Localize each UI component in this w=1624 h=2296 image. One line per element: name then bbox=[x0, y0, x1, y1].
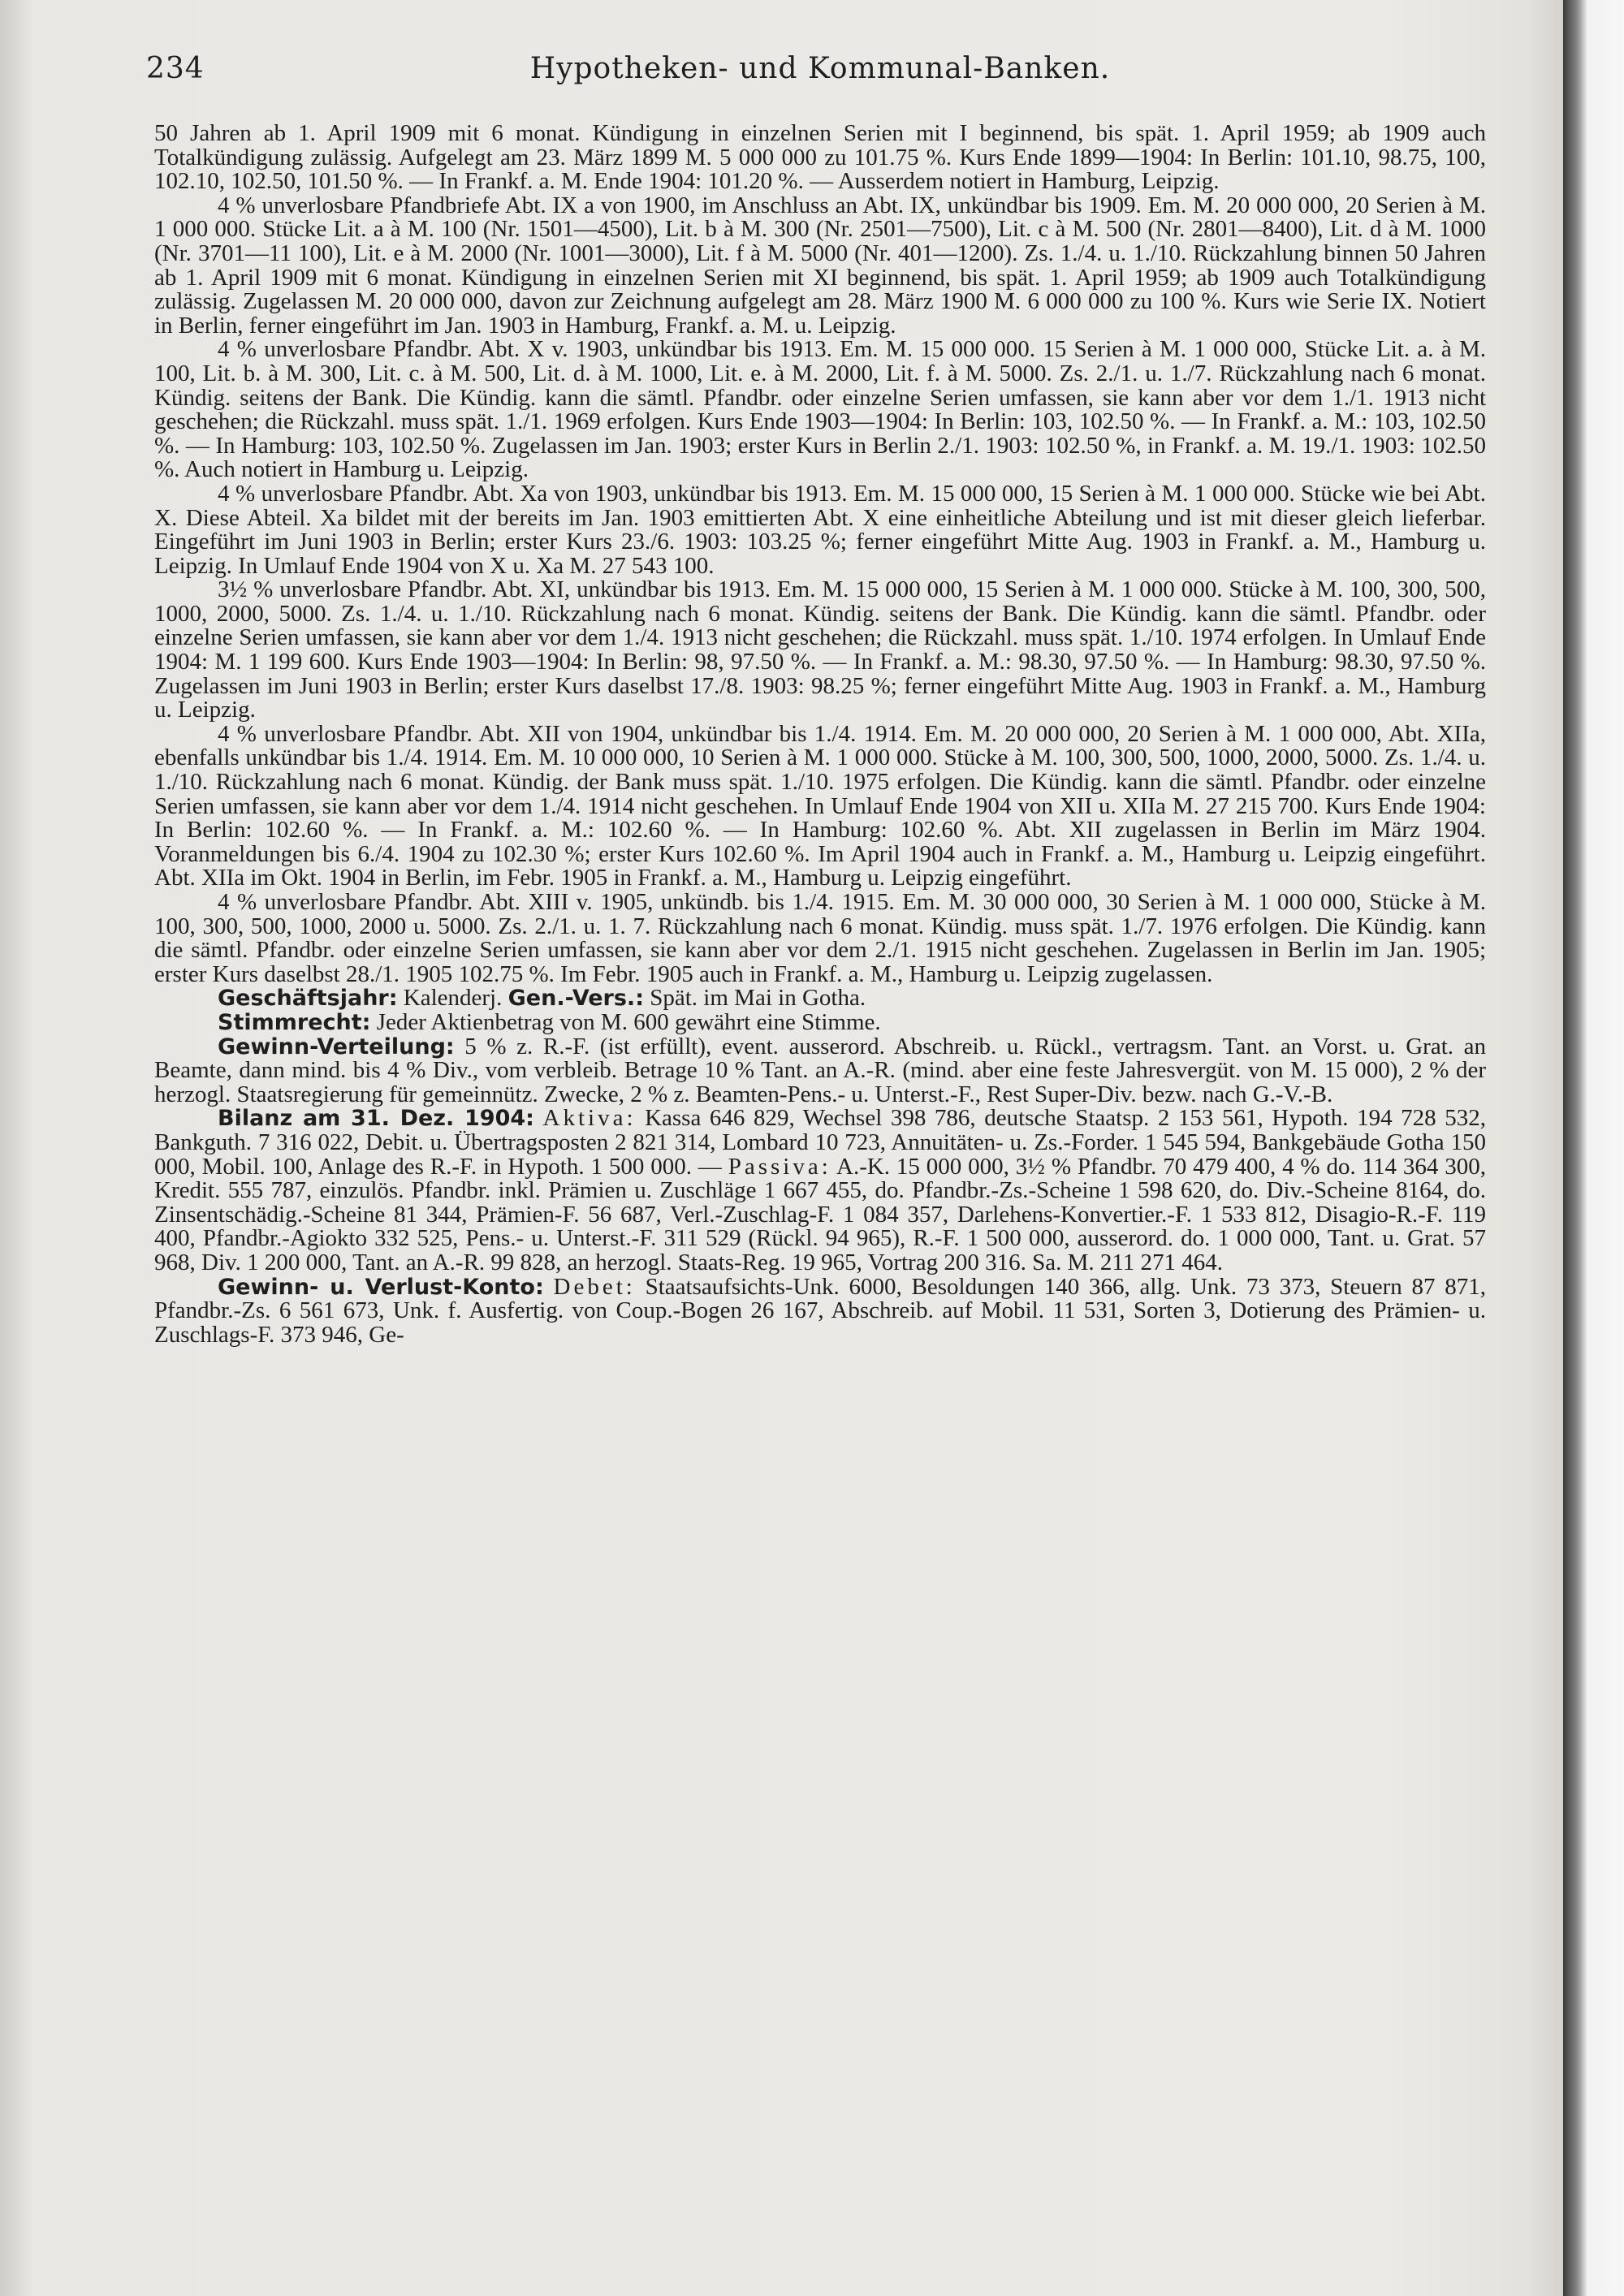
spaced-label: Aktiva: bbox=[542, 1105, 637, 1132]
paragraph-bilanz bbox=[154, 1107, 1486, 1275]
paragraph-text: 4 % unverlosbare Pfandbr. Abt. XII von 1904, unkündbar bis 1./4. 1914. Em. M. 20 000 000, 20 Serien à M. 1 000 000, Abt. XIIa, ebenfalls unkündbar bis 1./4. 1914. Em. M. 10 000 000, 10 Serien à M. 1 000 000. Stücke à M. 100, 300, 500, 1000, 2000, 5000. Zs. 1./4. u. 1./10. Rückzahlung nach 6 monat. Kündig. der Bank muss spät. 1./10. 1975 erfolgen. Die Kündig. kann die sämtl. Pfandbr. oder einzelne Serien umfassen, sie kann aber vor dem 1./4. 1914 nicht geschehen. In Umlauf Ende 1904 von XII u. XIIa M. 27 215 700. Kurs Ende 1904: In Berlin: 102.60 %. — In Frankf. a. M.: 102.60 %. — In Hamburg: 102.60 %. Abt. XII zugelassen in Berlin im März 1904. Voranmeldungen bis 6./4. 1904 zu 102.30 %; erster Kurs 102.60 %. Im April 1904 auch in Frankf. a. M., Hamburg u. Leipzig eingeführt. Abt. XIIa im Okt. 1904 in Berlin, im Febr. 1905 in Frankf. a. M., Hamburg u. Leipzig eingeführt. bbox=[154, 720, 1486, 891]
paragraph-gewinn-verteilung bbox=[154, 1035, 1486, 1107]
lead-heading: Bilanz am 31. Dez. 1904: bbox=[218, 1106, 534, 1132]
lead-heading: Stimmrecht: bbox=[218, 1009, 371, 1035]
paragraph-gewinn-verlust bbox=[154, 1275, 1486, 1348]
paragraph-text: A.-K. 15 000 000, 3½ % Pfandbr. 70 479 400, 4 % do. 114 364 300, Kredit. 555 787, einzulös. Pfandbr. inkl. Prämien u. Zuschläge 1 667 455, do. Pfandbr.-Zs.-Scheine 1 598 620, do. Div.-Scheine 8164, do. Zinsentschädig.-Scheine 81 344, Prämien-F. 56 687, Verl.-Zuschlag-F. 1 084 357, Darlehens-Konvertier.-F. 1 533 812, Disagio-R.-F. 119 400, Pfandbr.-Agiokto 332 525, Pens.- u. Unterst.-F. 311 529 (Rückl. 94 965), R.-F. 1 500 000, ausserord. do. 1 000 000, Tant. u. Grat. 57 968, Div. 1 200 000, Tant. an A.-R. 99 828, an herzogl. Staats-Reg. 19 965, Vortrag 200 316. Sa. M. 211 271 464. bbox=[154, 1153, 1486, 1275]
paragraph-abt-xi bbox=[154, 578, 1486, 723]
paragraph-text: 4 % unverlosbare Pfandbr. Abt. XIII v. 1905, unkündb. bis 1./4. 1915. Em. M. 30 000 000, 30 Serien à M. 1 000 000, Stücke à M. 100, 300, 500, 1000, 2000 u. 5000. Zs. 2./1. u. 1. 7. Rückzahlung nach 6 monat. Kündig. muss spät. 1./7. 1976 erfolgen. Die Kündig. kann die sämtl. Pfandbr. oder einzelne Serien umfassen, sie kann aber vor dem 2./1. 1915 nicht geschehen. Zugelassen in Berlin im Jan. 1905; erster Kurs daselbst 28./1. 1905 102.75 %. Im Febr. 1905 auch in Frankf. a. M., Hamburg u. Leipzig zugelassen. bbox=[154, 889, 1486, 987]
page-number: 234 bbox=[146, 52, 205, 85]
paragraph-text: Kalenderj. bbox=[397, 985, 508, 1012]
paragraph-text: Staatsaufsichts-Unk. 6000, Besoldungen 140 366, allg. Unk. 73 373, Steuern 87 871, Pfandbr.-Zs. 6 561 673, Unk. f. Ausfertig. von Coup.-Bogen 26 167, Abschreib. auf Mobil. 11 531, Sorten 3, Dotierung des Prämien- u. Zuschlags-F. 373 946, Ge- bbox=[154, 1273, 1486, 1348]
paragraph-abt-xiii bbox=[154, 891, 1486, 986]
book-edge-shadow bbox=[1563, 0, 1624, 2296]
spaced-label: Passiva: bbox=[728, 1153, 831, 1180]
lead-heading: Gewinn-Verteilung: bbox=[218, 1034, 455, 1060]
paragraph-stimmrecht bbox=[154, 1008, 1486, 1035]
paragraph-abt-xii bbox=[154, 720, 1486, 891]
paragraph-text: 4 % unverlosbare Pfandbr. Abt. Xa von 1903, unkündbar bis 1913. Em. M. 15 000 000, 15 Serien à M. 1 000 000. Stücke wie bei Abt. X. Diese Abteil. Xa bildet mit der bereits im Jan. 1903 emittierten Abt. X eine einheitliche Abteilung und ist mit dieser gleich lieferbar. Eingeführt im Juni 1903 in Berlin; erster Kurs 23./6. 1903: 103.25 %; ferner eingeführt Mitte Aug. 1903 in Frankf. a. M., Hamburg u. Leipzig. In Umlauf Ende 1904 von X u. Xa M. 27 543 100. bbox=[154, 480, 1486, 579]
paragraph-geschaeftsjahr bbox=[154, 986, 1486, 1011]
paragraph-text: Kassa 646 829, Wechsel 398 786, deutsche Staatsp. 2 153 561, Hypoth. 194 728 532, Bankguth. 7 316 022, Debit. u. Übertragsposten 2 821 314, Lombard 10 723, Annuitäten- u. Zs.-Forder. 1 545 594, Bankgebäude Gotha 150 000, Mobil. 100, Anlage des R.-F. in Hypoth. 1 500 000. — bbox=[154, 1105, 1486, 1180]
paragraph-text: 50 Jahren ab 1. April 1909 mit 6 monat. Kündigung in einzelnen Serien mit I beginnend, bis spät. 1. April 1959; ab 1909 auch Totalkündigung zulässig. Aufgelegt am 23. März 1899 M. 5 000 000 zu 101.75 %. Kurs Ende 1899—1904: In Berlin: 101.10, 98.75, 100, 102.10, 102.50, 101.50 %. — In Frankf. a. M. Ende 1904: 101.20 %. — Ausserdem notiert in Hamburg, Leipzig. bbox=[154, 120, 1486, 195]
paragraph-series-ix-end bbox=[154, 122, 1486, 194]
paragraph-text: 4 % unverlosbare Pfandbr. Abt. X v. 1903, unkündbar bis 1913. Em. M. 15 000 000. 15 Serien à M. 1 000 000, Stücke Lit. a. à M. 100, Lit. b. à M. 300, Lit. c. à M. 500, Lit. d. à M. 1000, Lit. e. à M. 2000, Lit. f. à M. 5000. Zs. 2./1. u. 1./7. Rückzahlung nach 6 monat. Kündig. seitens der Bank. Die Kündig. kann die sämtl. Pfandbr. oder einzelne Serien umfassen, sie kann aber vor dem 1./1. 1913 nicht geschehen; die Rückzahl. muss spät. 1./1. 1969 erfolgen. Kurs Ende 1903—1904: In Berlin: 103, 102.50 %. — In Frankf. a. M.: 103, 102.50 %. — In Hamburg: 103, 102.50 %. Zugelassen im Jan. 1903; erster Kurs in Berlin 2./1. 1903: 102.50 %, in Frankf. a. M. 19./1. 1903: 102.50 %. Auch notiert in Hamburg u. Leipzig. bbox=[154, 336, 1486, 483]
spaced-label: Debet: bbox=[553, 1273, 636, 1300]
paragraph-text: 3½ % unverlosbare Pfandbr. Abt. XI, unkündbar bis 1913. Em. M. 15 000 000, 15 Serien à M. 1 000 000. Stücke à M. 100, 300, 500, 1000, 2000, 5000. Zs. 1./4. u. 1./10. Rückzahlung nach 6 monat. Kündig. seitens der Bank. Die Kündig. kann die sämtl. Pfandbr. oder einzelne Serien umfassen, sie kann aber vor dem 1./4. 1913 nicht geschehen; die Rückzahl. muss spät. 1./10. 1974 erfolgen. In Umlauf Ende 1904: M. 1 199 600. Kurs Ende 1903—1904: In Berlin: 98, 97.50 %. — In Frankf. a. M.: 98.30, 97.50 %. — In Hamburg: 98.30, 97.50 %. Zugelassen im Juni 1903 in Berlin; erster Kurs daselbst 17./8. 1903: 98.25 %; ferner eingeführt Mitte Aug. 1903 in Frankf. a. M., Hamburg u. Leipzig. bbox=[154, 576, 1486, 723]
paragraph-abt-x bbox=[154, 338, 1486, 482]
lead-heading: Gewinn- u. Verlust-Konto: bbox=[218, 1274, 544, 1300]
paragraph-text: 5 % z. R.-F. (ist erfüllt), event. ausserord. Abschreib. u. Rückl., vertragsm. Tant. an Vorst. u. Grat. an Beamte, dann mind. bis 4 % Div., vom verbleib. Betrage 10 % Tant. an A.-R. (mind. aber eine feste Jahresvergüt. von M. 15 000), 2 % der herzogl. Staatsregierung für gemeinnütz. Zwecke, 2 % z. Beamten-Pens.- u. Unterst.-F., Rest Super-Div. bezw. nach G.-V.-B. bbox=[154, 1033, 1486, 1107]
paragraph-abt-ixa bbox=[154, 194, 1486, 339]
lead-heading: Geschäftsjahr: bbox=[218, 986, 398, 1012]
paragraph-abt-xa bbox=[154, 482, 1486, 578]
running-title: Hypotheken- und Kommunal-Banken. bbox=[529, 52, 1111, 85]
paragraph-text: Jeder Aktienbetrag von M. 600 gewährt eine Stimme. bbox=[370, 1008, 881, 1035]
lead-heading: Gen.-Vers.: bbox=[508, 986, 644, 1012]
paragraph-text: 4 % unverlosbare Pfandbriefe Abt. IX a von 1900, im Anschluss an Abt. IX, unkündbar bis 1909. Em. M. 20 000 000, 20 Serien à M. 1 000 000. Stücke Lit. a à M. 100 (Nr. 1501—4500), Lit. b à M. 300 (Nr. 2501—7500), Lit. c à M. 500 (Nr. 2801—8400), Lit. d à M. 1000 (Nr. 3701—11 100), Lit. e à M. 2000 (Nr. 1001—3000), Lit. f à M. 5000 (Nr. 401—1200). Zs. 1./4. u. 1./10. Rückzahlung binnen 50 Jahren ab 1. April 1909 mit 6 monat. Kündigung in einzelnen Serien mit XI beginnend, bis spät. 1. April 1959; ab 1909 auch Totalkündigung zulässig. Zugelassen M. 20 000 000, davon zur Zeichnung aufgelegt am 28. März 1900 M. 6 000 000 zu 100 %. Kurs wie Serie IX. Notiert in Berlin, ferner eingeführt im Jan. 1903 in Hamburg, Frankf. a. M. u. Leipzig. bbox=[154, 192, 1486, 339]
page-header bbox=[146, 52, 1494, 101]
paragraph-text: Spät. im Mai in Gotha. bbox=[644, 985, 866, 1012]
body-text bbox=[154, 122, 1486, 1347]
